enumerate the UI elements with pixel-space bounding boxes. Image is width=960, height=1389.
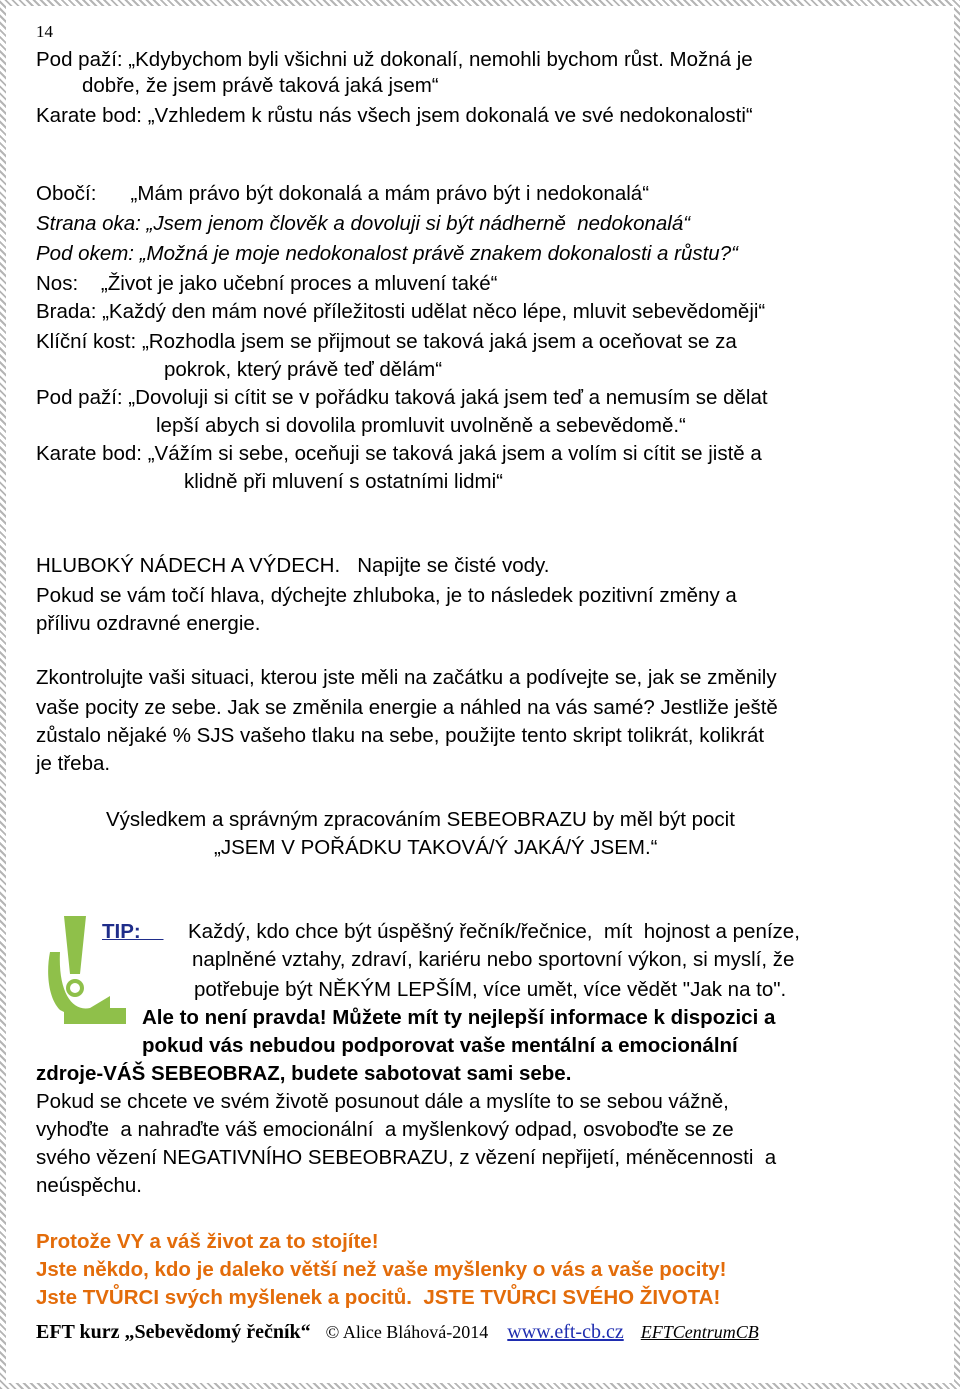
text-line: Karate bod: „Vážím si sebe, oceňuji se taková jaká jsem a volím si cítit se jistě a <box>36 442 762 465</box>
text-line: Výsledkem a správným zpracováním SEBEOBRAZU by měl být pocit <box>106 808 735 831</box>
text-line: lepší abych si dovolila promluvit uvolněně a sebevědomě.“ <box>156 414 686 437</box>
text-line: Pod paží: „Dovoluji si cítit se v pořádku taková jaká jsem teď a nemusím se dělat <box>36 386 768 409</box>
text-line: vyhoďte a nahraďte váš emocionální a myšlenkový odpad, osvoboďte se ze <box>36 1118 734 1141</box>
text-line: Pod okem: „Možná je moje nedokonalost právě znakem dokonalosti a růstu?“ <box>36 242 738 265</box>
text-line: Jste někdo, kdo je daleko větší než vaše myšlenky o vás a vaše pocity! <box>36 1258 727 1281</box>
text-line: neúspěchu. <box>36 1174 143 1197</box>
footer-title: EFT kurz „Sebevědomý řečník“ <box>36 1321 311 1343</box>
text-line: Jste TVŮRCI svých myšlenek a pocitů. JSTE TVŮRCI SVÉHO ŽIVOTA! <box>36 1286 721 1309</box>
text-line: přílivu ozdravné energie. <box>36 612 261 635</box>
text-line: Pod paží: „Kdybychom byli všichni už dokonalí, nemohli bychom růst. Možná je <box>36 48 753 71</box>
text-line: Klíční kost: „Rozhodla jsem se přijmout se taková jaká jsem a oceňovat se za <box>36 330 737 353</box>
footer-copyright: © Alice Bláhová-2014 <box>325 1322 489 1342</box>
text-line: pokud vás nebudou podporovat vaše mentální a emocionální <box>142 1034 738 1057</box>
text-line: klidně při mluvení s ostatními lidmi“ <box>184 470 503 493</box>
text-line: Obočí: „Mám právo být dokonalá a mám právo být i nedokonalá“ <box>36 182 650 205</box>
text-line: je třeba. <box>36 752 111 775</box>
footer-link[interactable]: www.eft-cb.cz <box>507 1321 624 1343</box>
footer <box>36 1320 759 1344</box>
text-line: naplněné vztahy, zdraví, kariéru nebo sportovní výkon, si myslí, že <box>192 948 795 971</box>
text-line: Zkontrolujte vaši situaci, kterou jste měli na začátku a podívejte se, jak se změnily <box>36 666 777 689</box>
footer-brand[interactable]: EFTCentrumCB <box>640 1322 759 1342</box>
text-line: Nos: „Život je jako učební proces a mluvení také“ <box>36 272 498 295</box>
text-line: zůstalo nějaké % SJS vašeho tlaku na sebe, použijte tento skript tolikrát, kolikrát <box>36 724 765 747</box>
text-line: Strana oka: „Jsem jenom člověk a dovoluji si být nádherně nedokonalá“ <box>36 212 691 235</box>
text-line: Každý, kdo chce být úspěšný řečník/řečnice, mít hojnost a peníze, <box>188 920 800 943</box>
text-line: vaše pocity ze sebe. Jak se změnila energie a náhled na vás samé? Jestliže ještě <box>36 696 778 719</box>
text-line: potřebuje být NĚKÝM LEPŠÍM, více umět, více vědět "Jak na to". <box>194 978 787 1001</box>
page-number: 14 <box>36 22 53 41</box>
text-line: Brada: „Každý den mám nové příležitosti udělat něco lépe, mluvit sebevědoměji“ <box>36 300 766 323</box>
text-line: Ale to není pravda! Můžete mít ty nejlepší informace k dispozici a <box>142 1006 776 1029</box>
text-line: pokrok, který právě teď dělám“ <box>164 358 443 381</box>
tip-label: TIP: <box>102 920 164 943</box>
text-line: HLUBOKÝ NÁDECH A VÝDECH. Napijte se čisté vody. <box>36 554 550 577</box>
text-line: Karate bod: „Vzhledem k růstu nás všech jsem dokonalá ve své nedokonalosti“ <box>36 104 753 127</box>
text-line: dobře, že jsem právě taková jaká jsem“ <box>82 74 439 97</box>
text-line: svého vězení NEGATIVNÍHO SEBEOBRAZU, z vězení nepřijetí, méněcennosti a <box>36 1146 777 1169</box>
text-line: zdroje-VÁŠ SEBEOBRAZ, budete sabotovat sami sebe. <box>36 1062 572 1085</box>
text-line: Pokud se vám točí hlava, dýchejte zhluboka, je to následek pozitivní změny a <box>36 584 737 607</box>
text-line: Protože VY a váš život za to stojíte! <box>36 1230 379 1253</box>
text-line: „JSEM V POŘÁDKU TAKOVÁ/Ý JAKÁ/Ý JSEM.“ <box>214 836 658 859</box>
text-line: Pokud se chcete ve svém životě posunout dále a myslíte to se sebou vážně, <box>36 1090 729 1113</box>
